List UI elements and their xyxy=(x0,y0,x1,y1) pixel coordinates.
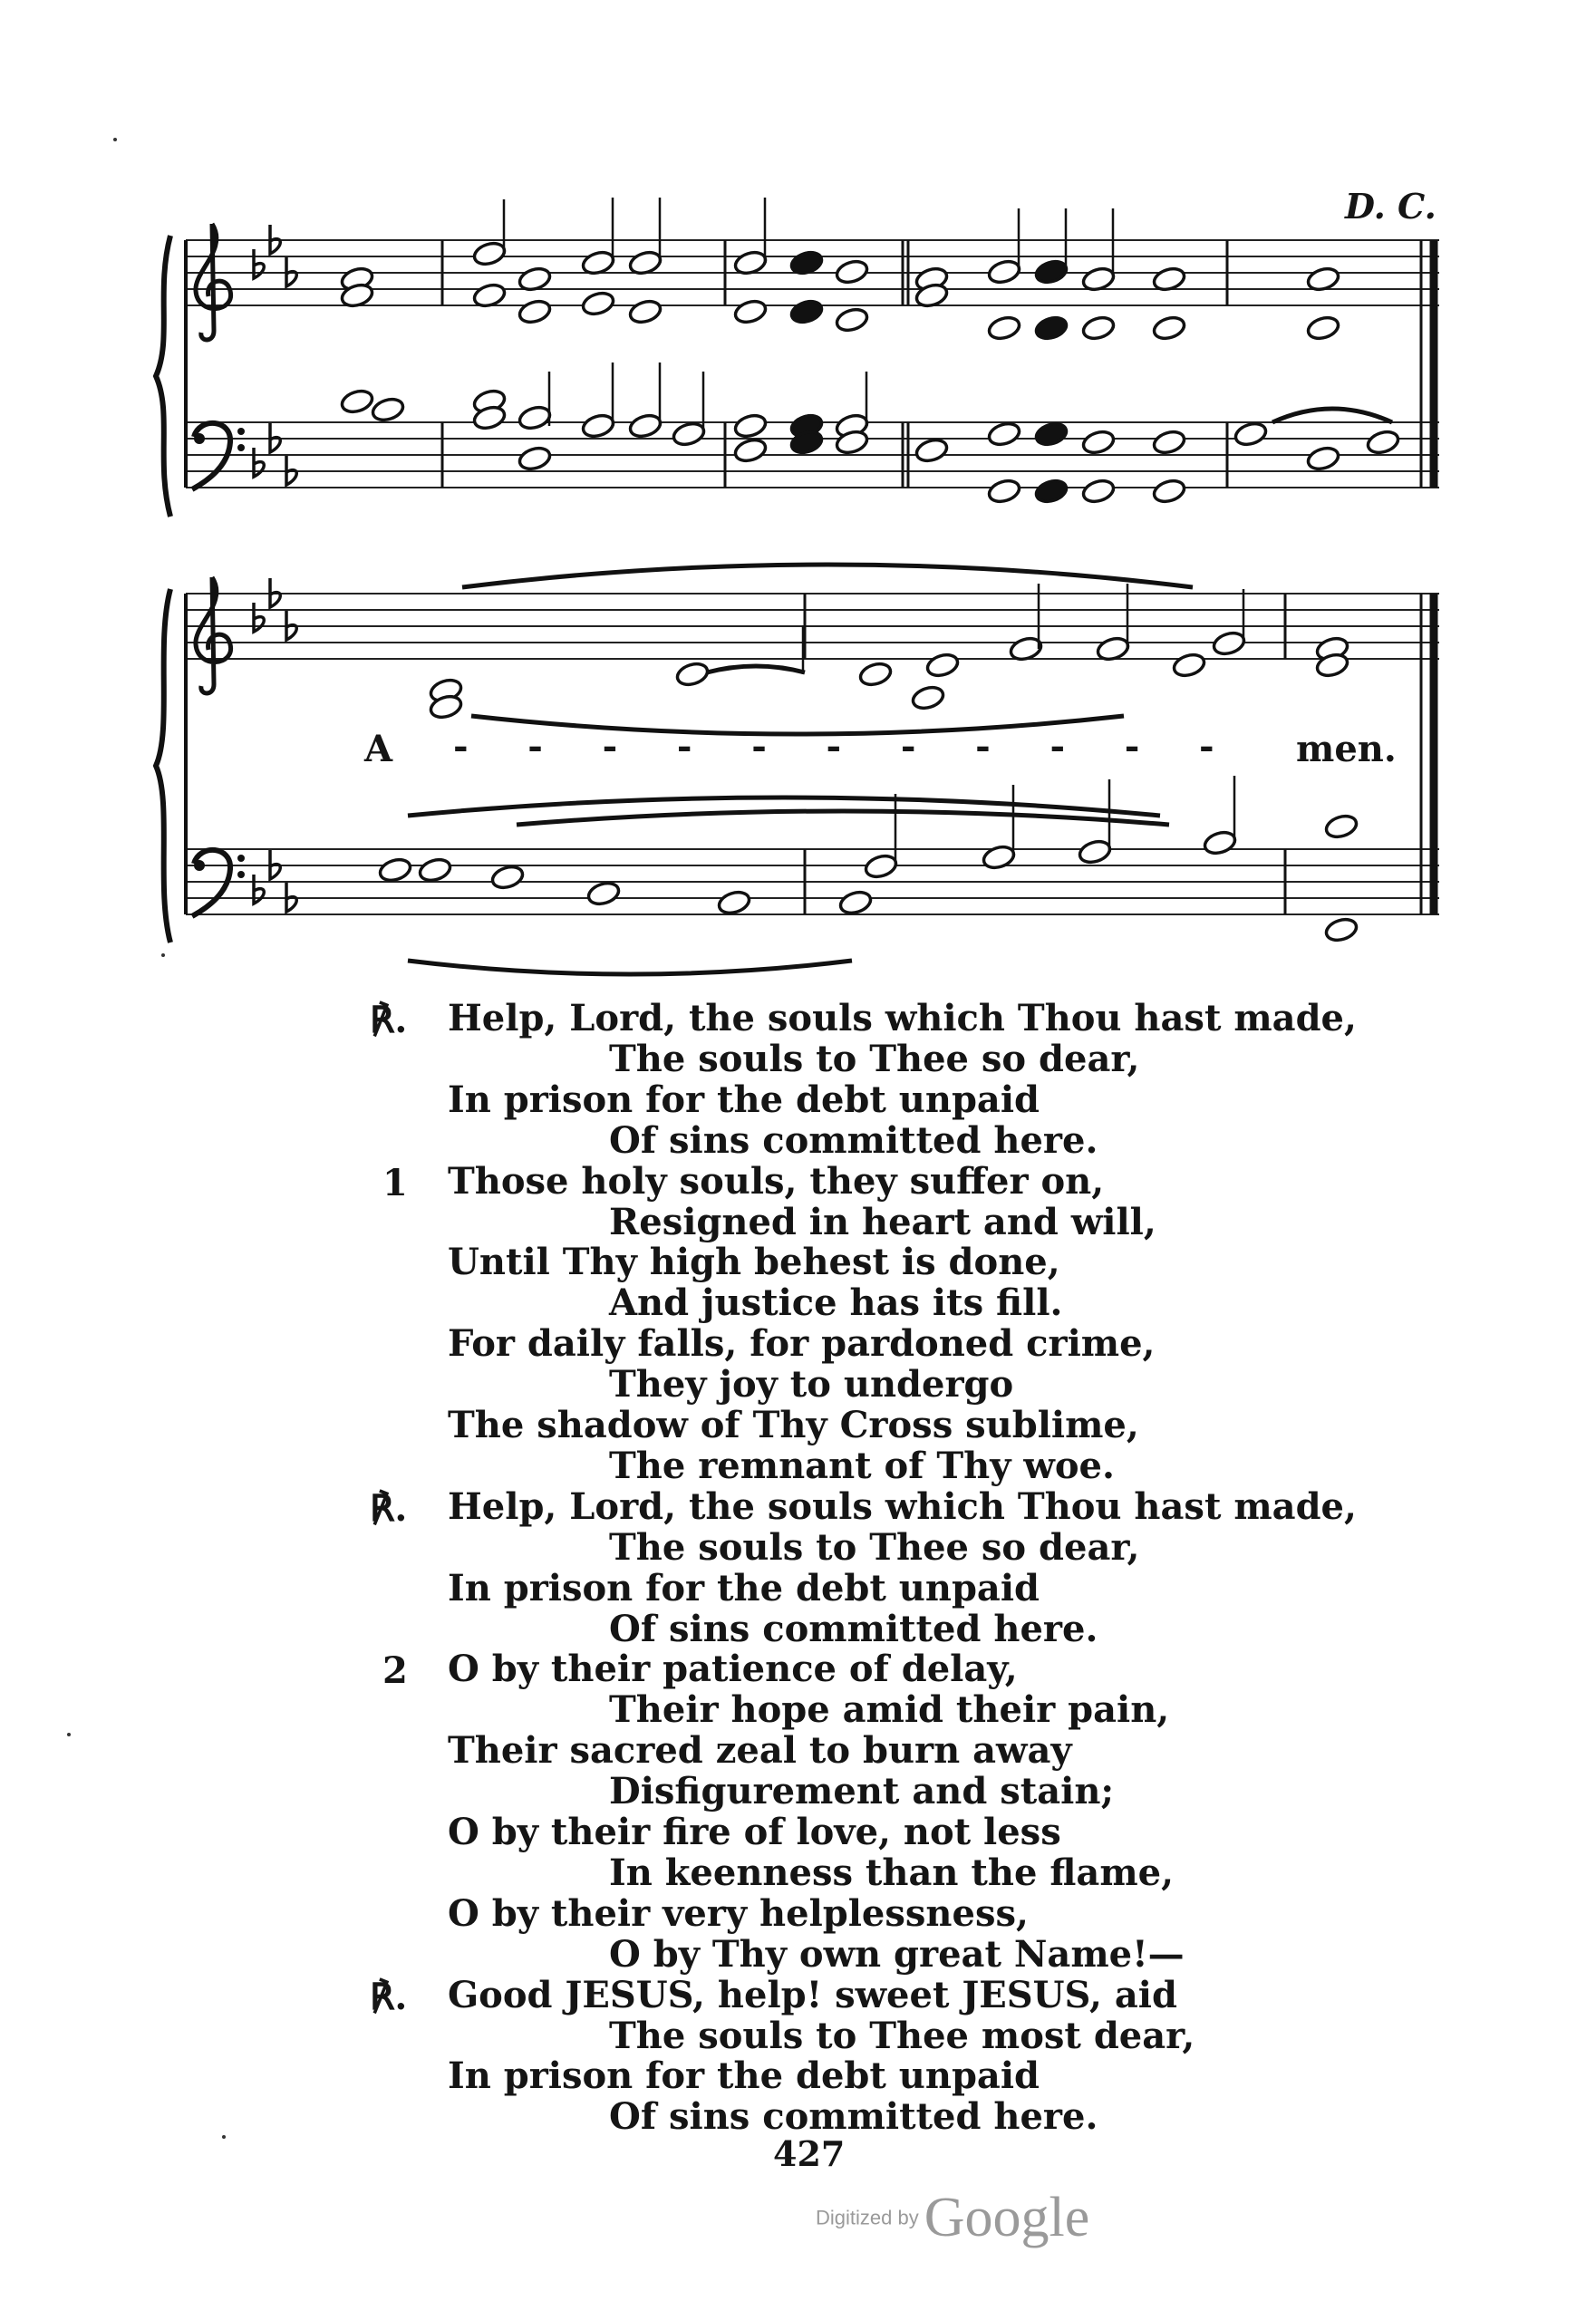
paper-speck xyxy=(67,1733,71,1736)
half-notehead xyxy=(517,404,553,431)
lyric-line: Of sins committed here. xyxy=(609,1607,1098,1650)
lyric-line: The remnant of Thy woe. xyxy=(609,1444,1115,1487)
lyric-line: For daily falls, for pardoned crime, xyxy=(448,1322,1156,1366)
half-notehead xyxy=(581,412,616,440)
half-notehead xyxy=(1081,478,1117,505)
lyric-line: Resigned in heart and will, xyxy=(609,1200,1156,1243)
filled-notehead xyxy=(789,298,825,325)
lyric-line: O by their fire of love, not less xyxy=(448,1811,1061,1853)
amen-end-syllable: men. xyxy=(1296,728,1397,770)
watermark-prefix: Digitized by xyxy=(816,2206,919,2229)
lyric-line: O by their very helplessness, xyxy=(448,1891,1029,1935)
google-logo: Google xyxy=(924,2187,1090,2248)
half-notehead xyxy=(517,298,553,325)
half-notehead xyxy=(517,445,553,472)
flat-sign-icon xyxy=(254,603,264,632)
staff-system-2 xyxy=(156,565,1439,974)
half-notehead xyxy=(1366,429,1401,456)
flat-sign-icon xyxy=(270,850,280,879)
lyric-line: Their sacred zeal to burn away xyxy=(448,1729,1072,1773)
half-notehead xyxy=(914,437,950,464)
half-notehead xyxy=(733,412,769,440)
half-notehead xyxy=(340,388,375,415)
lyric-line: Those holy souls, they suffer on, xyxy=(448,1159,1105,1203)
system-brace xyxy=(156,589,170,942)
amen-melisma-dashes: - - - - - - - - - - - xyxy=(453,725,1216,768)
lyric-line: Help, Lord, the souls which Thou hast made, xyxy=(448,997,1357,1039)
flat-sign-icon xyxy=(254,875,264,904)
slur xyxy=(707,666,805,672)
verse-marker: 2 xyxy=(382,1649,408,1693)
bass-clef-icon xyxy=(192,850,230,916)
verse-marker: ℟. xyxy=(370,1486,408,1530)
half-notehead xyxy=(835,258,870,285)
slur xyxy=(462,565,1193,587)
staff-system-1 xyxy=(156,198,1439,517)
flat-sign-icon xyxy=(270,423,280,452)
half-notehead xyxy=(1233,420,1269,448)
filled-notehead xyxy=(1034,420,1069,448)
half-notehead xyxy=(490,864,526,891)
half-notehead xyxy=(987,420,1022,448)
half-notehead xyxy=(911,684,946,711)
flat-sign-icon xyxy=(270,225,280,254)
flat-sign-icon xyxy=(286,883,296,912)
half-notehead xyxy=(733,437,769,464)
half-notehead xyxy=(628,298,663,325)
slur xyxy=(1272,409,1392,422)
flat-sign-icon xyxy=(270,578,280,607)
flat-sign-icon xyxy=(254,249,264,278)
page-number: 427 xyxy=(773,2133,846,2174)
half-notehead xyxy=(675,661,711,688)
half-notehead xyxy=(835,306,870,334)
slur xyxy=(408,961,852,974)
half-notehead xyxy=(1306,314,1341,342)
lyric-line: Disfigurement and stain; xyxy=(609,1770,1115,1813)
half-notehead xyxy=(1203,829,1238,856)
lyric-line: Of sins committed here. xyxy=(609,1118,1098,1162)
lyric-line: O by Thy own great Name!— xyxy=(609,1932,1185,1976)
bass-clef-dot xyxy=(194,860,205,871)
half-notehead xyxy=(1212,630,1247,657)
half-notehead xyxy=(1152,429,1187,456)
half-notehead xyxy=(1152,314,1187,342)
filled-notehead xyxy=(1034,478,1069,505)
verse-marker: ℟. xyxy=(370,1975,408,2018)
flat-sign-icon xyxy=(286,456,296,485)
half-notehead xyxy=(717,889,752,916)
da-capo-marking: D. C. xyxy=(1345,186,1436,227)
half-notehead xyxy=(586,880,622,907)
treble-clef-icon xyxy=(196,224,231,340)
paper-speck xyxy=(113,138,117,141)
lyric-line: Help, Lord, the souls which Thou hast made, xyxy=(448,1484,1357,1528)
filled-notehead xyxy=(1034,314,1069,342)
lyric-line: Good JESUS, help! sweet JESUS, aid xyxy=(448,1973,1177,2016)
amen-start-syllable: A xyxy=(364,728,393,770)
half-notehead xyxy=(1324,916,1359,943)
lyric-line: In keenness than the flame, xyxy=(609,1851,1175,1894)
lyric-line: They joy to undergo xyxy=(609,1363,1014,1406)
half-notehead xyxy=(378,856,413,884)
half-notehead xyxy=(1306,445,1341,472)
half-notehead xyxy=(987,314,1022,342)
half-notehead xyxy=(925,652,961,679)
half-notehead xyxy=(371,396,406,423)
half-notehead xyxy=(733,298,769,325)
lyric-line: In prison for the debt unpaid xyxy=(448,2054,1040,2098)
half-notehead xyxy=(838,889,874,916)
flat-sign-icon xyxy=(286,257,296,286)
music-score xyxy=(0,0,1596,1024)
lyric-line: The souls to Thee so dear, xyxy=(609,1037,1140,1080)
half-notehead xyxy=(1152,478,1187,505)
half-notehead xyxy=(672,420,707,448)
half-notehead xyxy=(987,258,1022,285)
filled-notehead xyxy=(1034,258,1069,285)
half-notehead xyxy=(628,412,663,440)
verse-marker: 1 xyxy=(382,1161,408,1204)
lyric-line: In prison for the debt unpaid xyxy=(448,1078,1040,1121)
treble-clef-icon xyxy=(196,577,231,693)
half-notehead xyxy=(982,844,1017,871)
half-notehead xyxy=(987,478,1022,505)
bass-clef-dot xyxy=(237,428,245,435)
flat-sign-icon xyxy=(286,611,296,640)
verse-marker: ℟. xyxy=(370,999,408,1041)
lyric-line: Their hope amid their pain, xyxy=(609,1688,1170,1732)
lyric-line: O by their patience of delay, xyxy=(448,1648,1018,1691)
half-notehead xyxy=(581,290,616,317)
half-notehead xyxy=(1081,429,1117,456)
bass-clef-dot xyxy=(194,433,205,444)
lyric-line: In prison for the debt unpaid xyxy=(448,1566,1040,1610)
paper-speck xyxy=(161,953,165,957)
bass-clef-dot xyxy=(237,855,245,862)
half-notehead xyxy=(418,856,453,884)
half-notehead xyxy=(858,661,894,688)
bass-clef-icon xyxy=(192,423,230,489)
flat-sign-icon xyxy=(254,448,264,477)
lyric-line: The souls to Thee so dear, xyxy=(609,1525,1140,1569)
lyric-line: The souls to Thee most dear, xyxy=(609,2014,1195,2057)
half-notehead xyxy=(1172,652,1207,679)
lyric-line: Until Thy high behest is done, xyxy=(448,1241,1060,1284)
bass-clef-dot xyxy=(237,871,245,878)
half-notehead xyxy=(1078,838,1113,865)
half-notehead xyxy=(1081,314,1117,342)
lyric-line: Of sins committed here. xyxy=(609,2095,1098,2139)
digitization-watermark xyxy=(816,2186,1089,2250)
half-notehead xyxy=(864,853,899,880)
lyric-line: The shadow of Thy Cross sublime, xyxy=(448,1404,1139,1446)
lyric-line: And justice has its fill. xyxy=(609,1281,1063,1325)
half-notehead xyxy=(472,240,508,267)
half-notehead xyxy=(1324,813,1359,840)
bass-clef-dot xyxy=(237,444,245,451)
slur xyxy=(517,811,1169,825)
paper-speck xyxy=(222,2135,226,2139)
system-brace xyxy=(156,236,170,517)
